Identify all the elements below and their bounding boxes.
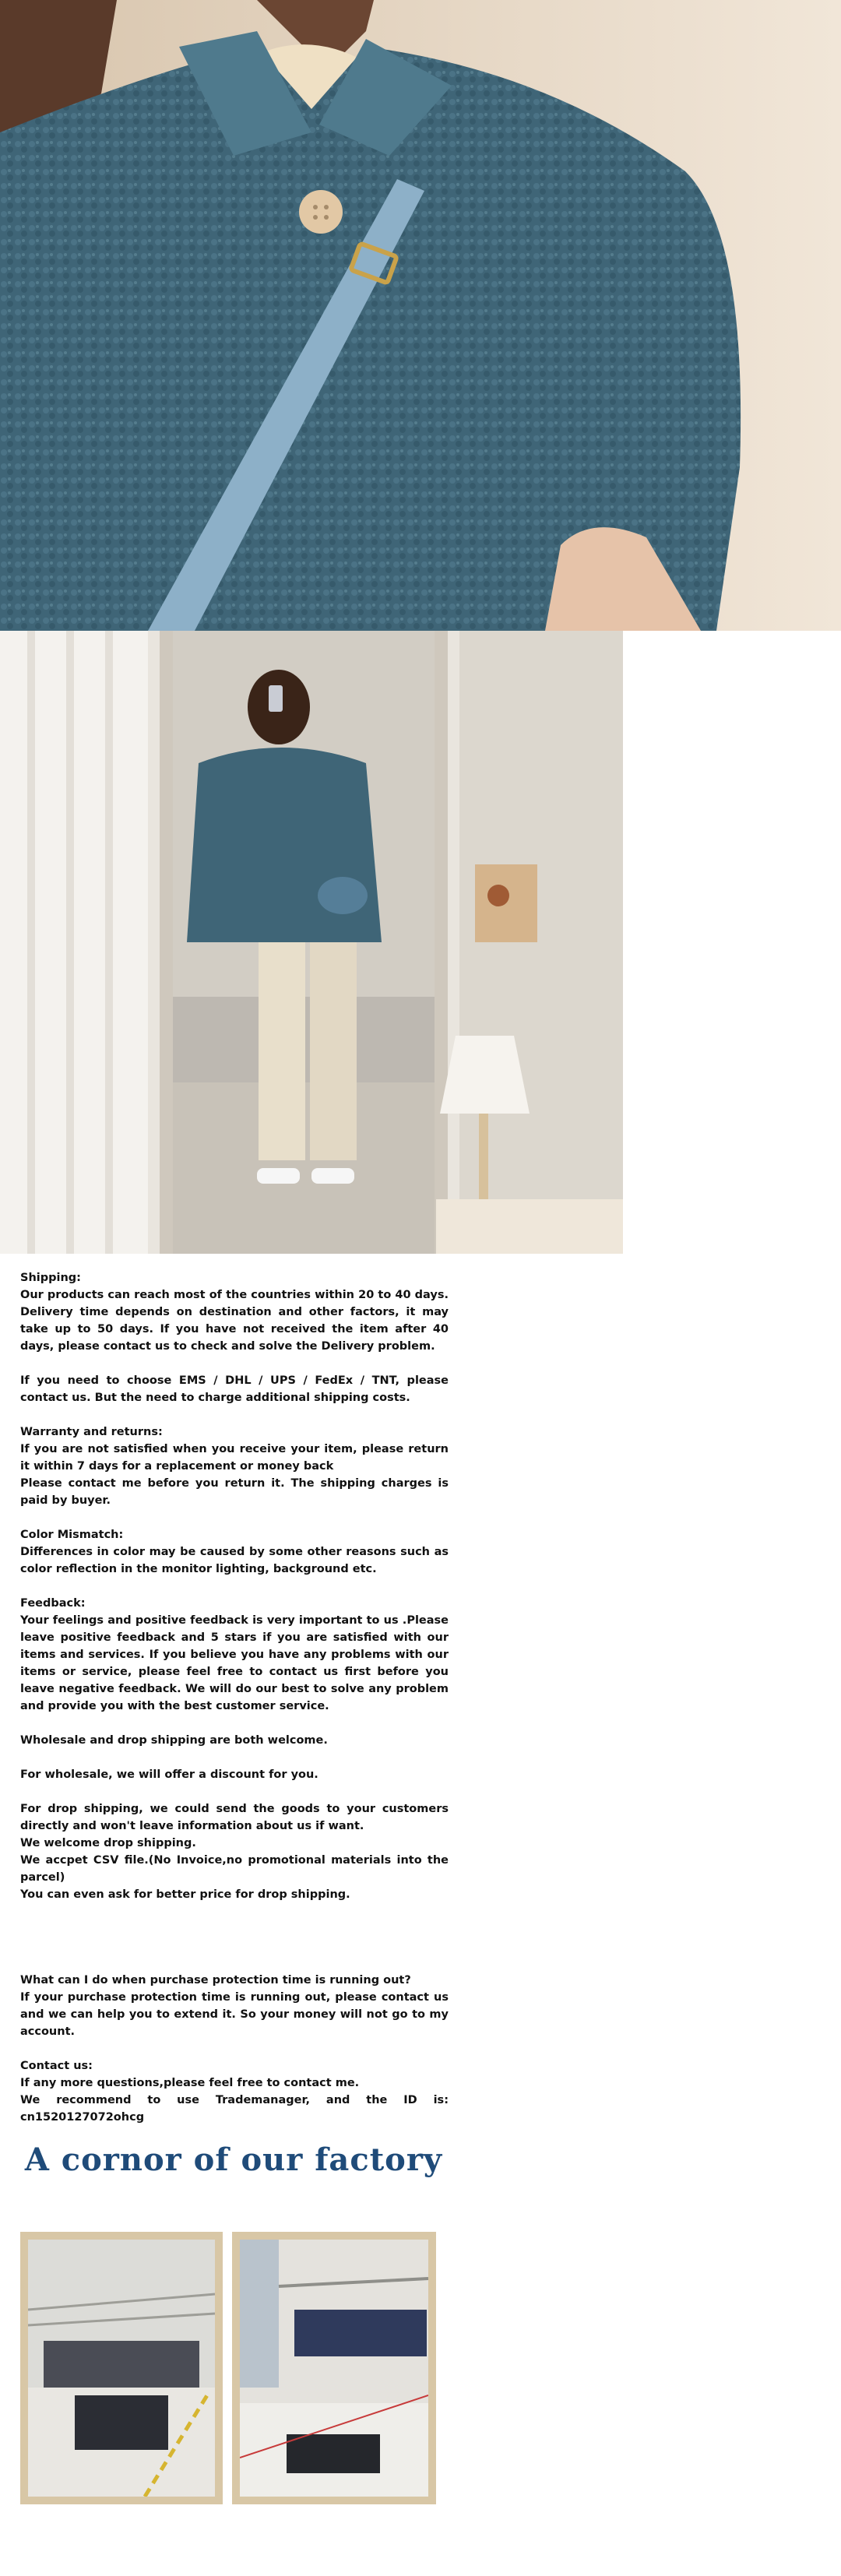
contact-heading: Contact us: [20, 2060, 93, 2072]
product-photo-closeup [0, 0, 841, 631]
policy-text [20, 1269, 449, 2126]
wholesale-welcome: Wholesale and drop shipping are both welcome. [20, 1734, 328, 1747]
dropship-line3: We accpet CSV file.(No Invoice,no promotional materials into the parcel) [20, 1854, 449, 1884]
color-heading: Color Mismatch: [20, 1529, 124, 1541]
color-body: Differences in color may be caused by some other reasons such as color reflection in the monitor lighting, background etc. [20, 1546, 449, 1575]
warranty-line2: Please contact me before you return it. The shipping charges is paid by buyer. [20, 1477, 449, 1507]
protection-question: What can I do when purchase protection time is running out? [20, 1974, 411, 1987]
mirror-illustration [0, 631, 623, 1254]
factory-photo-2 [232, 2232, 436, 2504]
factory-photo-1 [20, 2232, 223, 2504]
dropship-line1: For drop shipping, we could send the goods to your customers directly and won't leave information about us if want. [20, 1803, 449, 1832]
factory-title: A cornor of our factory [24, 2141, 443, 2178]
shipping-body: Our products can reach most of the countries within 20 to 40 days. Delivery time depends on destination and other factors, it may take up to 50 days. If you have not received the item after 40 days, please contact us to check and solve the Delivery problem. [20, 1289, 449, 1353]
shipping-couriers: If you need to choose EMS / DHL / UPS / FedEx / TNT, please contact us. But the need to charge additional shipping costs. [20, 1374, 449, 1404]
factory-illustration-2 [240, 2240, 428, 2497]
warranty-heading: Warranty and returns: [20, 1426, 163, 1438]
warranty-line1: If you are not satisfied when you receive your item, please return it within 7 days for a replacement or money back [20, 1443, 449, 1473]
dropship-line4: You can even ask for better price for drop shipping. [20, 1888, 350, 1901]
product-photo-mirror [0, 631, 623, 1254]
shipping-heading: Shipping: [20, 1272, 81, 1284]
feedback-heading: Feedback: [20, 1597, 86, 1610]
protection-answer: If your purchase protection time is running out, please contact us and we can help you to extend it. So your money will not go to my account. [20, 1991, 449, 2038]
dropship-line2: We welcome drop shipping. [20, 1837, 196, 1849]
contact-line2: We recommend to use Trademanager, and the ID is: cn1520127072ohcg [20, 2094, 449, 2124]
feedback-body: Your feelings and positive feedback is very important to us .Please leave positive feedback and 5 stars if you are satisfied with our items and services. If you believe you have any problems with our items or service, please feel free to contact us first before you leave negative feedback. We will do our best to solve any problem and provide you with the best customer service. [20, 1614, 449, 1712]
factory-illustration-1 [28, 2240, 215, 2497]
closeup-illustration [0, 0, 841, 631]
wholesale-discount: For wholesale, we will offer a discount for you. [20, 1768, 318, 1781]
contact-line1: If any more questions,please feel free to contact me. [20, 2077, 360, 2089]
